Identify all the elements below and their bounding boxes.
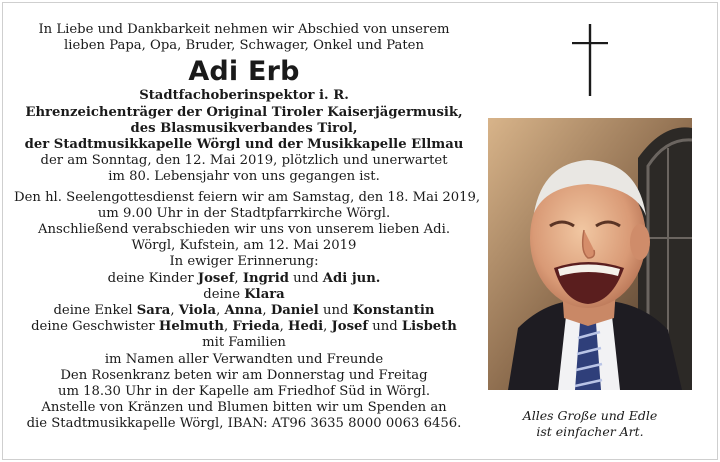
rosary-line-2: um 18.30 Uhr in der Kapelle am Friedhof Süd in Wörgl. <box>57 384 431 400</box>
title-line-2: Ehrenzeichenträger der Original Tiroler Kaiserjägermusik, <box>25 104 463 120</box>
donation-line-2: die Stadtmusikkapelle Wörgl, IBAN: AT96 3635 8000 0063 6456. <box>26 416 462 432</box>
place-date: Wörgl, Kufstein, am 12. Mai 2019 <box>131 238 357 254</box>
portrait-photo <box>488 118 692 390</box>
grandchildren-line: deine Enkel Sara, Viola, Anna, Daniel und Konstantin <box>53 303 435 319</box>
memory-heading: In ewiger Erinnerung: <box>169 254 319 270</box>
rosary-line-1: Den Rosenkranz beten wir am Donnerstag und Freitag <box>60 367 428 383</box>
title-line-3: des Blasmusikverbandes Tirol, <box>130 120 358 136</box>
title-line-4: der Stadtmusikkapelle Wörgl und der Musikkapelle Ellmau <box>24 137 464 153</box>
cross-icon <box>572 24 608 96</box>
intro-line-1: In Liebe und Dankbarkeit nehmen wir Abschied von unserem <box>38 22 450 37</box>
families-line-1: mit Familien <box>202 335 286 351</box>
service-line-3: Anschließend verabschieden wir uns von unserem lieben Adi. <box>37 222 451 238</box>
quote-line-1: Alles Große und Edle <box>522 408 658 423</box>
death-line-2: im 80. Lebensjahr von uns gegangen ist. <box>108 169 380 185</box>
death-line-1: der am Sonntag, den 12. Mai 2019, plötzlich und unerwartet <box>40 153 448 169</box>
siblings-line: deine Geschwister Helmuth, Frieda, Hedi, Josef und Lisbeth <box>31 319 457 335</box>
portrait-illustration <box>488 118 692 390</box>
service-line-1: Den hl. Seelengottesdienst feiern wir am Samstag, den 18. Mai 2019, <box>14 189 481 205</box>
service-line-2: um 9.00 Uhr in der Stadtpfarrkirche Wörgl. <box>97 205 391 221</box>
deceased-name: Adi Erb <box>188 56 300 88</box>
intro-line-2: lieben Papa, Opa, Bruder, Schwager, Onkel und Paten <box>64 38 424 54</box>
children-line: deine Kinder Josef, Ingrid und Adi jun. <box>107 270 381 286</box>
families-line-2: im Namen aller Verwandten und Freunde <box>104 351 384 367</box>
wife-line: deine Klara <box>203 286 285 302</box>
donation-line-1: Anstelle von Kränzen und Blumen bitten wir um Spenden an <box>41 400 447 416</box>
quote <box>488 408 692 440</box>
obituary-text <box>14 22 481 433</box>
title-line-1: Stadtfachoberinspektor i. R. <box>139 88 349 104</box>
quote-line-2: ist einfacher Art. <box>536 424 644 439</box>
